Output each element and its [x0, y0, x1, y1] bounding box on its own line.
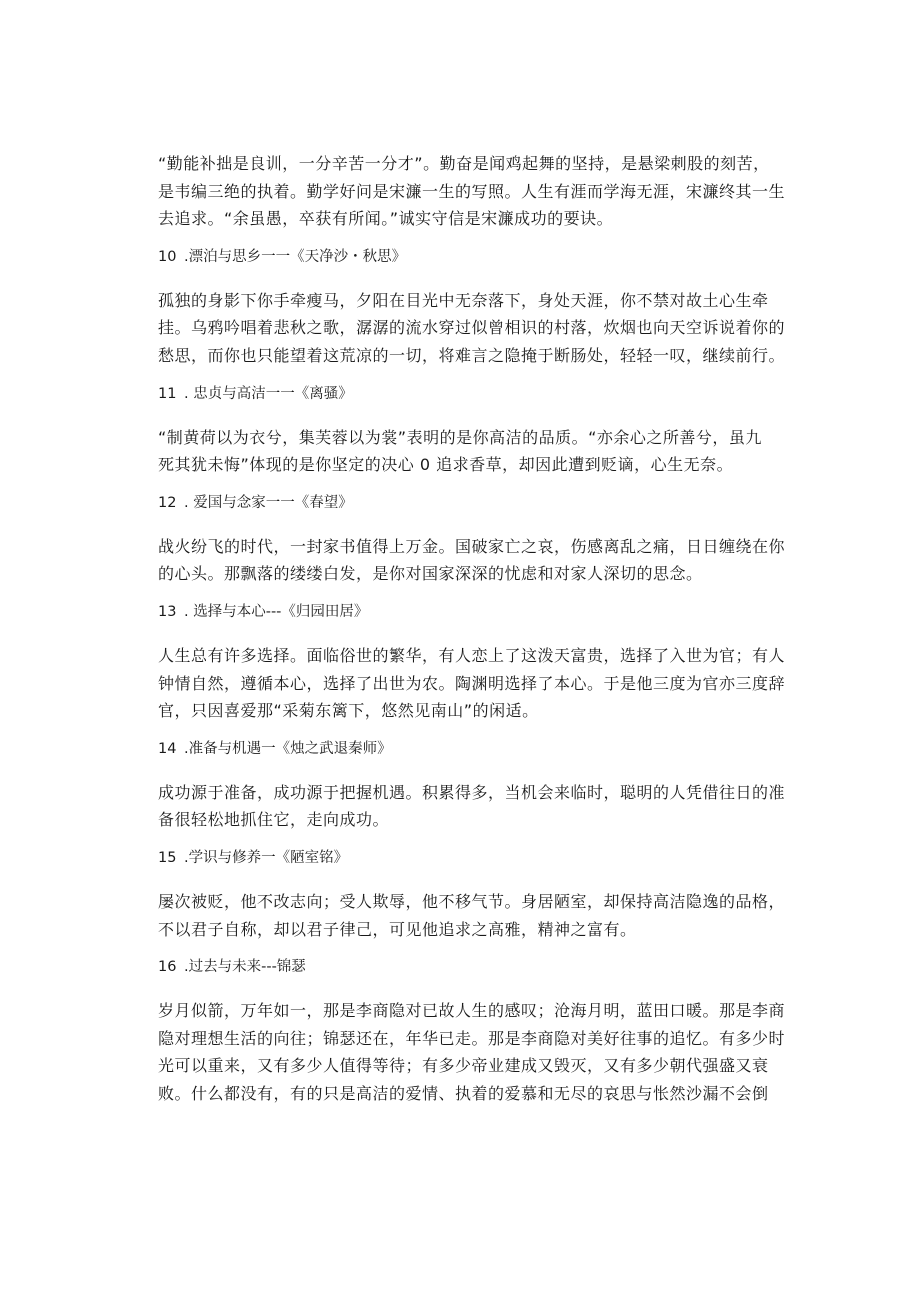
section-title: .准备与机遇一《烛之武退秦师》: [184, 740, 392, 757]
paragraph-line: “勤能补拙是良训，一分辛苦一分才”。勤奋是闻鸡起舞的坚持，是悬梁刺股的刻苦，: [158, 154, 770, 173]
section-heading: [158, 493, 758, 513]
paragraph-line: 光可以重来，又有多少人值得等待；有多少帝业建成又毁灭，又有多少朝代强盛又衰: [158, 1056, 769, 1076]
paragraph-line: 钟情自然，遵循本心，选择了出世为农。陶渊明选择了本心。于是他三度为官亦三度辞: [158, 673, 786, 693]
paragraph-line: 不以君子自称，却以君子律己，可见他追求之高雅，精神之富有。: [158, 919, 637, 939]
paragraph-line: 孤独的身影下你手牵瘦马，夕阳在目光中无奈落下，身处天涯，你不禁对故土心生牵: [158, 290, 769, 310]
paragraph-line: 岁月似箭，万年如一，那是李商隐对已故人生的感叹；沧海月明，蓝田口暖。那是李商: [158, 1001, 786, 1021]
section-number: 16: [158, 959, 177, 976]
paragraph: [158, 150, 786, 233]
section-heading: [158, 739, 758, 759]
section-number: 13: [158, 603, 177, 620]
section-heading: [158, 848, 758, 868]
paragraph: [158, 888, 786, 943]
paragraph: [158, 997, 786, 1107]
document-body: [158, 150, 786, 1121]
section-title: . 忠贞与高洁一一《离骚》: [184, 385, 353, 402]
paragraph-line: 死其犹未悔”体现的是你坚定的决心 0 追求香草，却因此遭到贬谪，心生无奈。: [158, 455, 734, 475]
paragraph-line: “制黄荷以为衣兮，集芙蓉以为裳”表明的是你高洁的品质。“亦余心之所善兮，虽九: [158, 427, 762, 447]
paragraph: [158, 533, 786, 588]
section-number: 15: [158, 849, 177, 866]
paragraph-line: 挂。乌鸦吟唱着悲秋之歌，潺潺的流水穿过似曾相识的村落，炊烟也向天空诉说着你的: [158, 318, 786, 338]
paragraph-line: 官，只因喜爱那“采菊东篱下，悠然见南山”的闲适。: [158, 701, 539, 721]
paragraph: [158, 642, 786, 725]
section-heading: [158, 247, 758, 267]
section-title: . 选择与本心---《归园田居》: [184, 603, 369, 620]
paragraph-line: 屡次被贬，他不改志向；受人欺辱，他不移气节。身居陋室，却保持高洁隐逸的品格，: [158, 891, 786, 911]
section-heading: [158, 957, 758, 977]
section-title: .过去与未来---锦瑟: [184, 959, 306, 976]
section-number: 12: [158, 494, 177, 511]
paragraph-line: 愁思，而你也只能望着这荒凉的一切，将难言之隐掩于断肠处，轻轻一叹，继续前行。: [158, 345, 786, 365]
paragraph-line: 战火纷飞的时代，一封家书值得上万金。国破家亡之哀，伤感离乱之痛，日日缠绕在你: [158, 536, 786, 556]
section-number: 10: [158, 248, 177, 265]
paragraph: [158, 424, 762, 479]
paragraph-line: 人生总有许多选择。面临俗世的繁华，有人恋上了这泼天富贵，选择了入世为官；有人: [158, 645, 786, 665]
paragraph: [158, 287, 786, 370]
section-number: 14: [158, 740, 177, 757]
section-title: .学识与修养一《陋室铭》: [184, 849, 349, 866]
section-number: 11: [158, 385, 177, 402]
section-heading: [158, 602, 758, 622]
paragraph: [158, 779, 786, 834]
section-title: .漂泊与思乡一一《天净沙・秋思》: [184, 248, 407, 265]
section-heading: [158, 384, 758, 404]
paragraph-line: 败。什么都没有，有的只是高洁的爱情、执着的爱慕和无尽的哀思与怅然沙漏不会倒: [158, 1083, 769, 1103]
paragraph-line: 备很轻松地抓住它，走向成功。: [158, 810, 390, 830]
paragraph-line: 隐对理想生活的向往；锦瑟还在，年华已走。那是李商隐对美好往事的追忆。有多少时: [158, 1028, 786, 1048]
section-title: . 爱国与念家一一《春望》: [184, 494, 353, 511]
paragraph-line: 是韦编三绝的执着。勤学好问是宋濂一生的写照。人生有涯而学海无涯，宋濂终其一生: [158, 181, 786, 201]
paragraph-line: 去追求。“余虽愚，卒获有所闻。”诚实守信是宋濂成功的要诀。: [158, 209, 614, 229]
paragraph-line: 成功源于准备，成功源于把握机遇。积累得多，当机会来临时，聪明的人凭借往日的准: [158, 782, 786, 802]
paragraph-line: 的心头。那飘落的缕缕白发，是你对国家深深的忧虑和对家人深切的思念。: [158, 564, 703, 584]
